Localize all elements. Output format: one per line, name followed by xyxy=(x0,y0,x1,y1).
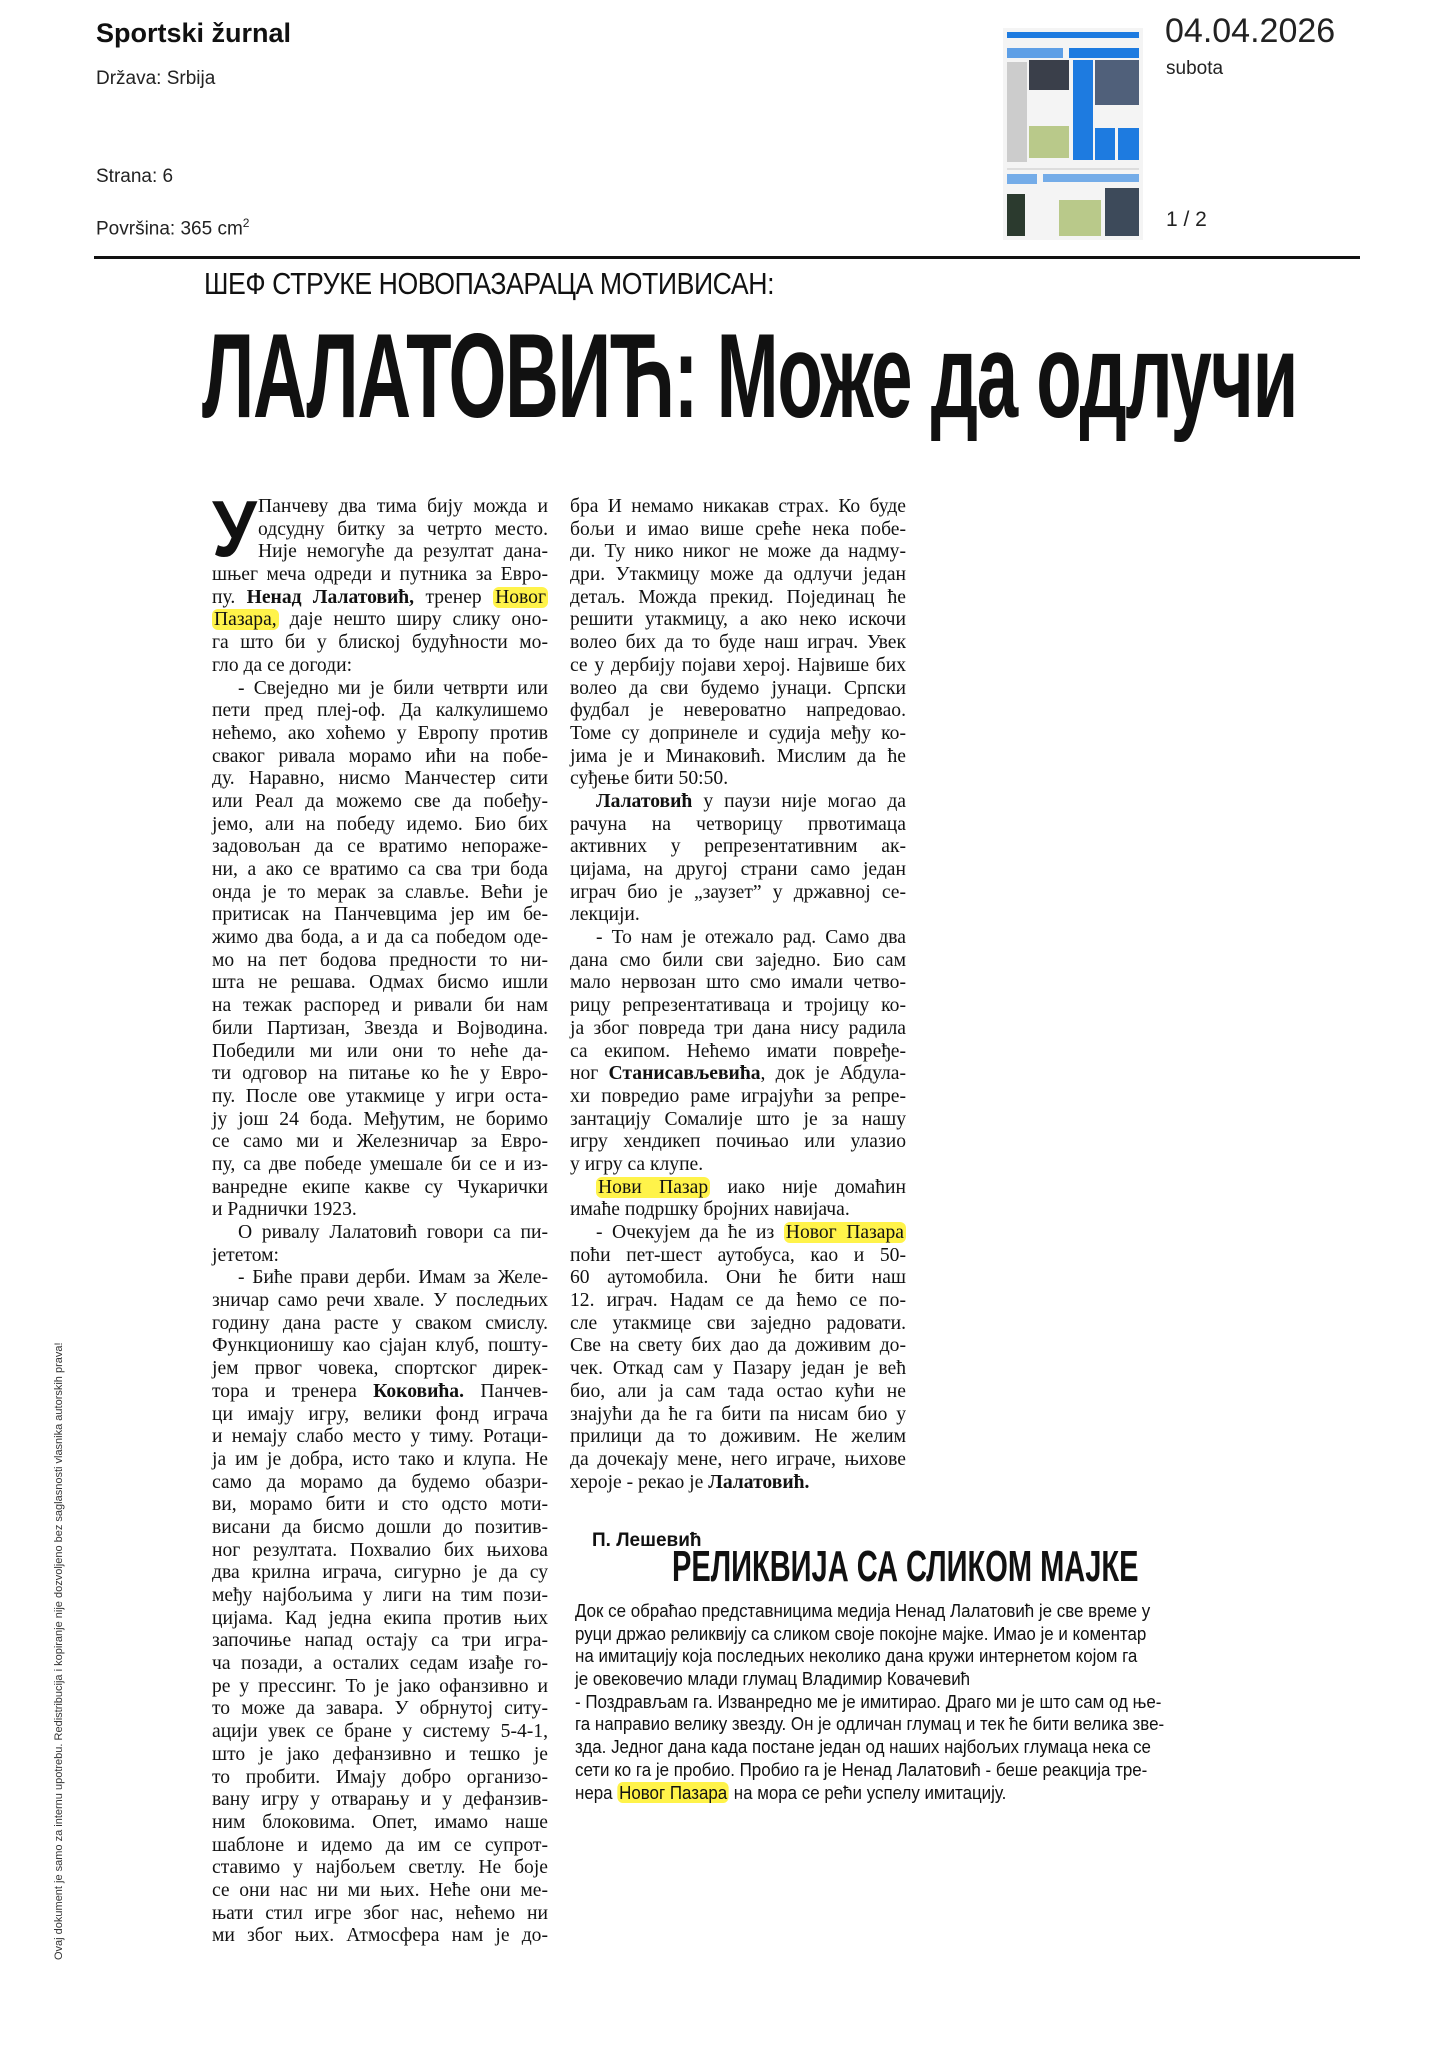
header-divider xyxy=(94,256,1360,259)
text-line: Томе су допринеле и судија међу ко- xyxy=(570,722,906,744)
text-line: вану игру у отварању и у дефанзив- xyxy=(212,1789,548,1811)
highlight-novi-pazar: Пазара, xyxy=(214,609,277,631)
text-line xyxy=(212,587,548,610)
text-line: пу, са две победе умешале би се и из- xyxy=(212,1153,548,1175)
name-bold: Лалатовић xyxy=(596,790,693,812)
text-line: цијама. Кад једна екипа против њих xyxy=(212,1607,548,1629)
sidebar-box-text xyxy=(575,1600,1219,1804)
text-line: пу. После ове утакмице у игри оста- xyxy=(212,1085,548,1107)
thumb-photo-4 xyxy=(1105,188,1139,236)
text-fragment: тора и тренера xyxy=(212,1380,374,1402)
text-line: ја им је добра, исто тако и клупа. Не xyxy=(212,1448,548,1470)
name-bold: Коковића. xyxy=(373,1380,464,1402)
thumb-title-4 xyxy=(1043,174,1139,182)
text-line: Победили ми или они то неће да- xyxy=(212,1040,548,1062)
text-line: ви, морамо бити и сто одсто моти- xyxy=(212,1494,548,1516)
text-line: се они нас ни ми њих. Неће они ме- xyxy=(212,1879,548,1901)
text-line: имаће подршку бројних навијача. xyxy=(570,1199,850,1221)
thumb-blue-box-2 xyxy=(1118,128,1139,160)
text-line: волео да сви будемо јунаци. Српски xyxy=(570,677,906,699)
text-line: је овековечио млади глумац Владимир Ковачевић xyxy=(575,1668,971,1690)
text-line: решити утакмицу, а ако неко искочи xyxy=(570,609,906,631)
text-line: прилици да то доживим. Не желим xyxy=(570,1426,906,1448)
text-line xyxy=(570,1222,906,1245)
text-line: Није немогуће да резултат дана- xyxy=(258,541,548,563)
text-line: шњег меча одреди и путника за Евро- xyxy=(212,564,548,586)
text-line: пети пред плеј-оф. Да калкулишемо xyxy=(212,700,548,722)
text-fragment: пу. xyxy=(212,586,247,608)
text-line: ду. Наравно, нисмо Манчестер сити xyxy=(212,768,548,790)
text-line: бољи и имао више среће нека побе- xyxy=(570,518,906,540)
text-fragment: ног xyxy=(570,1063,609,1085)
text-fragment: нера xyxy=(575,1781,618,1803)
text-line: ми због њих. Атмосфера нам је до- xyxy=(212,1925,548,1947)
text-line: - Поздрављам га. Изванредно ме је имитирао. Драго ми је што сам од ње- xyxy=(575,1690,1162,1712)
thumb-photo-2 xyxy=(1095,60,1139,105)
box-title: РЕЛИКВИЈА СА СЛИКОМ МАЈКЕ xyxy=(672,1542,1139,1591)
text-fragment: иако није домаћин xyxy=(710,1176,906,1198)
text-line: гло да се догоди: xyxy=(212,654,353,676)
text-line: поћи пет-шест аутобуса, као и 50- xyxy=(570,1244,906,1266)
text-line: међу најбољима у лиги на тим пози- xyxy=(212,1585,548,1606)
text-line: и Раднички 1923. xyxy=(212,1199,357,1221)
text-line: ци имају игру, велики фонд играча xyxy=(212,1403,548,1425)
text-line: бра И немамо никакав страх. Ко буде xyxy=(570,496,906,517)
highlight-novi-pazar: Нови Пазар xyxy=(598,1176,709,1198)
text-fragment: на мора се рећи успелу имитацију. xyxy=(729,1781,1007,1803)
text-line: сле утакмице сви заједно радовати. xyxy=(570,1312,906,1334)
text-line: притисак на Панчевцима јер им бе- xyxy=(212,904,548,926)
text-line: да дочекају мене, него играче, њихове xyxy=(570,1448,906,1470)
text-line: јемо, али на победу идемо. Био бих xyxy=(212,813,548,835)
page-number-label: Strana: 6 xyxy=(96,166,174,187)
text-line: Функционишу као сјајан клуб, пошту- xyxy=(212,1335,548,1357)
page-thumbnail[interactable] xyxy=(1003,28,1143,240)
name-bold: Станисављевића xyxy=(608,1063,761,1085)
text-line: били Партизан, Звезда и Војводина. xyxy=(212,1017,548,1039)
publication-name: Sportski žurnal xyxy=(96,18,292,48)
thumb-pitch-1 xyxy=(1029,126,1069,158)
name-bold: Лалатовић. xyxy=(708,1471,810,1493)
text-line: се само ми и Железничар за Евро- xyxy=(212,1131,548,1153)
text-line: само да морамо да будемо обазри- xyxy=(212,1471,548,1493)
text-line: и немају слабо место у тиму. Ротаци- xyxy=(212,1426,548,1448)
text-line: ре у прессинг. То је јако офанзивно и xyxy=(212,1675,548,1697)
text-line: у игру са клупе. xyxy=(570,1153,704,1175)
text-line: фудбал је невероватно напредовао. xyxy=(570,700,906,722)
text-line: са екипом. Нећемо имати повређе- xyxy=(570,1040,906,1062)
thumb-photo-1 xyxy=(1029,60,1069,90)
text-line: онда је то мерак за славље. Већи је xyxy=(212,881,548,903)
article-column-2 xyxy=(570,496,906,1494)
text-line: - То нам је отежало рад. Само два xyxy=(596,927,906,949)
text-line: активних у репрезентативним ак- xyxy=(570,836,906,858)
thumb-pitch-2 xyxy=(1059,200,1101,236)
text-line: годину дана расте у сваком смислу. xyxy=(212,1312,548,1334)
text-line: висани да бисмо дошли до позитив- xyxy=(212,1516,548,1538)
text-line: био, али ја сам тада остао кући не xyxy=(570,1380,906,1402)
text-fragment: Панчев- xyxy=(463,1380,549,1402)
text-line: дана смо били сви заједно. Био сам xyxy=(570,949,906,971)
highlight-novi-pazar: Новог Пазара xyxy=(785,1222,904,1243)
text-line xyxy=(570,791,906,814)
thumb-banner xyxy=(1007,32,1139,38)
text-line: руци држао реликвију са сликом своје покојне мајке. Имао је и коментар xyxy=(575,1622,1147,1644)
text-line: на тежак распоред и ривали би нам xyxy=(212,995,548,1017)
article-byline: П. Лешевић xyxy=(592,1530,702,1551)
text-line: О ривалу Лалатовић говори са пи- xyxy=(238,1222,548,1243)
thumb-divider xyxy=(1007,168,1139,170)
text-line xyxy=(575,1782,1219,1805)
area-value: Površina: 365 cm xyxy=(96,218,243,240)
text-line: волео бих да то буде наш играч. Увек xyxy=(570,632,906,654)
text-line: јем првог човека, спортског дирек- xyxy=(212,1358,548,1380)
text-line: ног резултата. Похвалио бих њихова xyxy=(212,1539,548,1561)
text-line xyxy=(570,1063,906,1086)
text-line: сети ко га је пробио. Пробио га је Ненад Лалатовић - беше реакција тре- xyxy=(575,1758,1148,1780)
text-line: ча позади, а осталих седам изађе го- xyxy=(212,1653,548,1675)
text-line: суђење бити 50:50. xyxy=(570,768,729,790)
text-line: зда. Једног дана када постане један од наших најбољих глумаца нека се xyxy=(575,1736,1151,1758)
text-line: ја због повреда три дана нису радила xyxy=(570,1017,906,1039)
text-line: рицу репрезентативаца и тројицу ко- xyxy=(570,995,906,1017)
text-line: мало нервозан што смо имали четво- xyxy=(570,972,906,994)
text-line: два крилна играча, сигурно је да су xyxy=(212,1562,548,1584)
thumb-title-3 xyxy=(1007,174,1037,184)
text-line: јима је и Минаковић. Мислим да ће xyxy=(570,745,906,767)
text-line: хи повредио раме играјући за репре- xyxy=(570,1085,906,1107)
text-fragment: тренер xyxy=(414,586,494,608)
text-line: рачуна на четворицу првотимаца xyxy=(570,813,906,835)
text-line: ставимо у најбољем светлу. Не боје xyxy=(212,1857,548,1879)
text-line: то пробити. Имају добро организо- xyxy=(212,1766,548,1788)
thumb-blue-box-1 xyxy=(1095,128,1115,160)
text-line: ним блоковима. Опет, имамо наше xyxy=(212,1811,548,1833)
text-line: детаљ. Можда прекид. Појединац ће xyxy=(570,586,906,608)
text-fragment: , док је Абдула- xyxy=(760,1063,907,1085)
text-line xyxy=(570,1177,906,1200)
text-fragment: - Очекујем да ће из xyxy=(596,1222,784,1243)
article-headline: ЛАЛАТОВИЋ: Може да одлучи xyxy=(202,309,1298,443)
text-line: јететом: xyxy=(212,1244,279,1266)
text-line: игру хендикеп почињао или улазио xyxy=(570,1131,906,1153)
text-line: дри. Утакмицу може да одлучи један xyxy=(570,564,906,586)
name-bold: Ненад Лалатовић, xyxy=(246,586,415,608)
text-line: га направио велику звезду. Он је одличан глумац и тек ће бити велика зве- xyxy=(575,1713,1165,1735)
text-line: шаблоне и идемо да им се супрот- xyxy=(212,1834,548,1856)
thumb-text-col xyxy=(1007,62,1027,162)
text-line: сваког ривала морамо ићи на побе- xyxy=(212,745,548,767)
article-kicker: ШЕФ СТРУКЕ НОВОПАЗАРАЦА МОТИВИСАН: xyxy=(204,266,775,301)
highlight-novi-pazar: Новог xyxy=(495,586,547,608)
text-fragment: даје нешто ширу слику оно- xyxy=(278,609,548,631)
text-line: се у дербију појави херој. Највише бих xyxy=(570,654,906,676)
highlight-novi-pazar: Новог Пазара xyxy=(619,1781,728,1803)
text-line: мо на пет бодова предности то ни- xyxy=(212,949,548,971)
text-line: ди. Ту нико никог не може да надму- xyxy=(570,541,906,563)
text-line: ацији увек се бране у систему 5-4-1, xyxy=(212,1721,548,1743)
text-line: то може да завара. У обрнутој ситу- xyxy=(212,1698,548,1720)
text-line: ванредне екипе какве су Чукарички xyxy=(212,1176,548,1198)
text-line: шта не решава. Одмах бисмо ишли xyxy=(212,972,548,994)
copyright-watermark: Ovaj dokument je samo za internu upotrebu. Redistribucija i kopiranje nije dozvoljeno bez saglasnosti vlasnika autorskih prava! xyxy=(53,1342,65,1960)
issue-weekday: subota xyxy=(1166,58,1224,79)
area-unit-exponent: 2 xyxy=(242,216,250,230)
text-line xyxy=(570,1472,906,1495)
text-line: 12. играч. Надам се да ћемо се по- xyxy=(570,1290,906,1312)
text-line: Док се обраћао представницима медија Ненад Лалатовић је све време у xyxy=(575,1600,1151,1621)
text-line: започиње напад остају са три игра- xyxy=(212,1630,548,1652)
text-line: њати стил игре због нас, нећемо ни xyxy=(212,1902,548,1924)
text-line: на имитацију која последњих неколико дана кружи интернетом којом га xyxy=(575,1645,1138,1667)
text-line: жимо два бода, а и да са победом оде- xyxy=(212,927,548,949)
thumb-blue-col xyxy=(1073,60,1093,160)
text-line: зантацију Сомалије што је за нашу xyxy=(570,1108,906,1130)
text-line: - Биће прави дерби. Имам за Желе- xyxy=(238,1267,548,1289)
text-line: играч био је „заузет” у државној се- xyxy=(570,881,906,903)
text-line xyxy=(212,1381,548,1404)
text-fragment: хероје - рекао је xyxy=(570,1471,709,1493)
text-line: што је јако дефанзивно и тешко је xyxy=(212,1743,548,1765)
text-line: задовољан да се вратимо непораже- xyxy=(212,836,548,858)
issue-date: 04.04.2026 xyxy=(1165,12,1336,50)
article-column-1 xyxy=(212,484,549,1948)
area-label xyxy=(96,216,249,240)
text-line: или Реал да можемо све да побеђу- xyxy=(212,790,548,812)
text-line: зничар само речи хвале. У последњих xyxy=(212,1290,548,1312)
text-line: нећемо, ако хоћемо у Европу против xyxy=(212,722,548,744)
text-line: - Свеједно ми је били четврти или xyxy=(238,677,548,699)
text-line: одсудну битку за четрто место. xyxy=(258,518,548,540)
text-line: цијама, на другој страни само један xyxy=(570,859,906,880)
thumb-photo-3 xyxy=(1007,194,1025,236)
text-line: ни, а ако се вратимо са сва три бода xyxy=(212,859,548,880)
country-label: Država: Srbija xyxy=(96,68,216,89)
text-line: Панчеву два тима бију можда и xyxy=(258,496,548,517)
text-line: лекцији. xyxy=(570,904,640,926)
thumb-title-left xyxy=(1007,48,1063,58)
thumb-title-right xyxy=(1069,48,1139,58)
text-line: ју још 24 бода. Међутим, не боримо xyxy=(212,1108,548,1130)
text-line: ти одговор на питање ко ће у Евро- xyxy=(212,1063,548,1085)
text-line: 60 аутомобила. Они ће бити наш xyxy=(570,1267,906,1289)
text-line: га што би у блиској будућности мо- xyxy=(212,632,548,654)
text-fragment: у паузи није могао да xyxy=(692,790,906,812)
text-line: чек. Откад сам у Пазару један је већ xyxy=(570,1358,906,1380)
text-line xyxy=(212,609,548,632)
drop-cap: У xyxy=(212,484,257,573)
text-line: знајући да ће га бити па нисам био у xyxy=(570,1403,906,1425)
text-line: Све на свету бих дао да доживим до- xyxy=(570,1335,906,1357)
page-counter: 1 / 2 xyxy=(1166,208,1207,231)
